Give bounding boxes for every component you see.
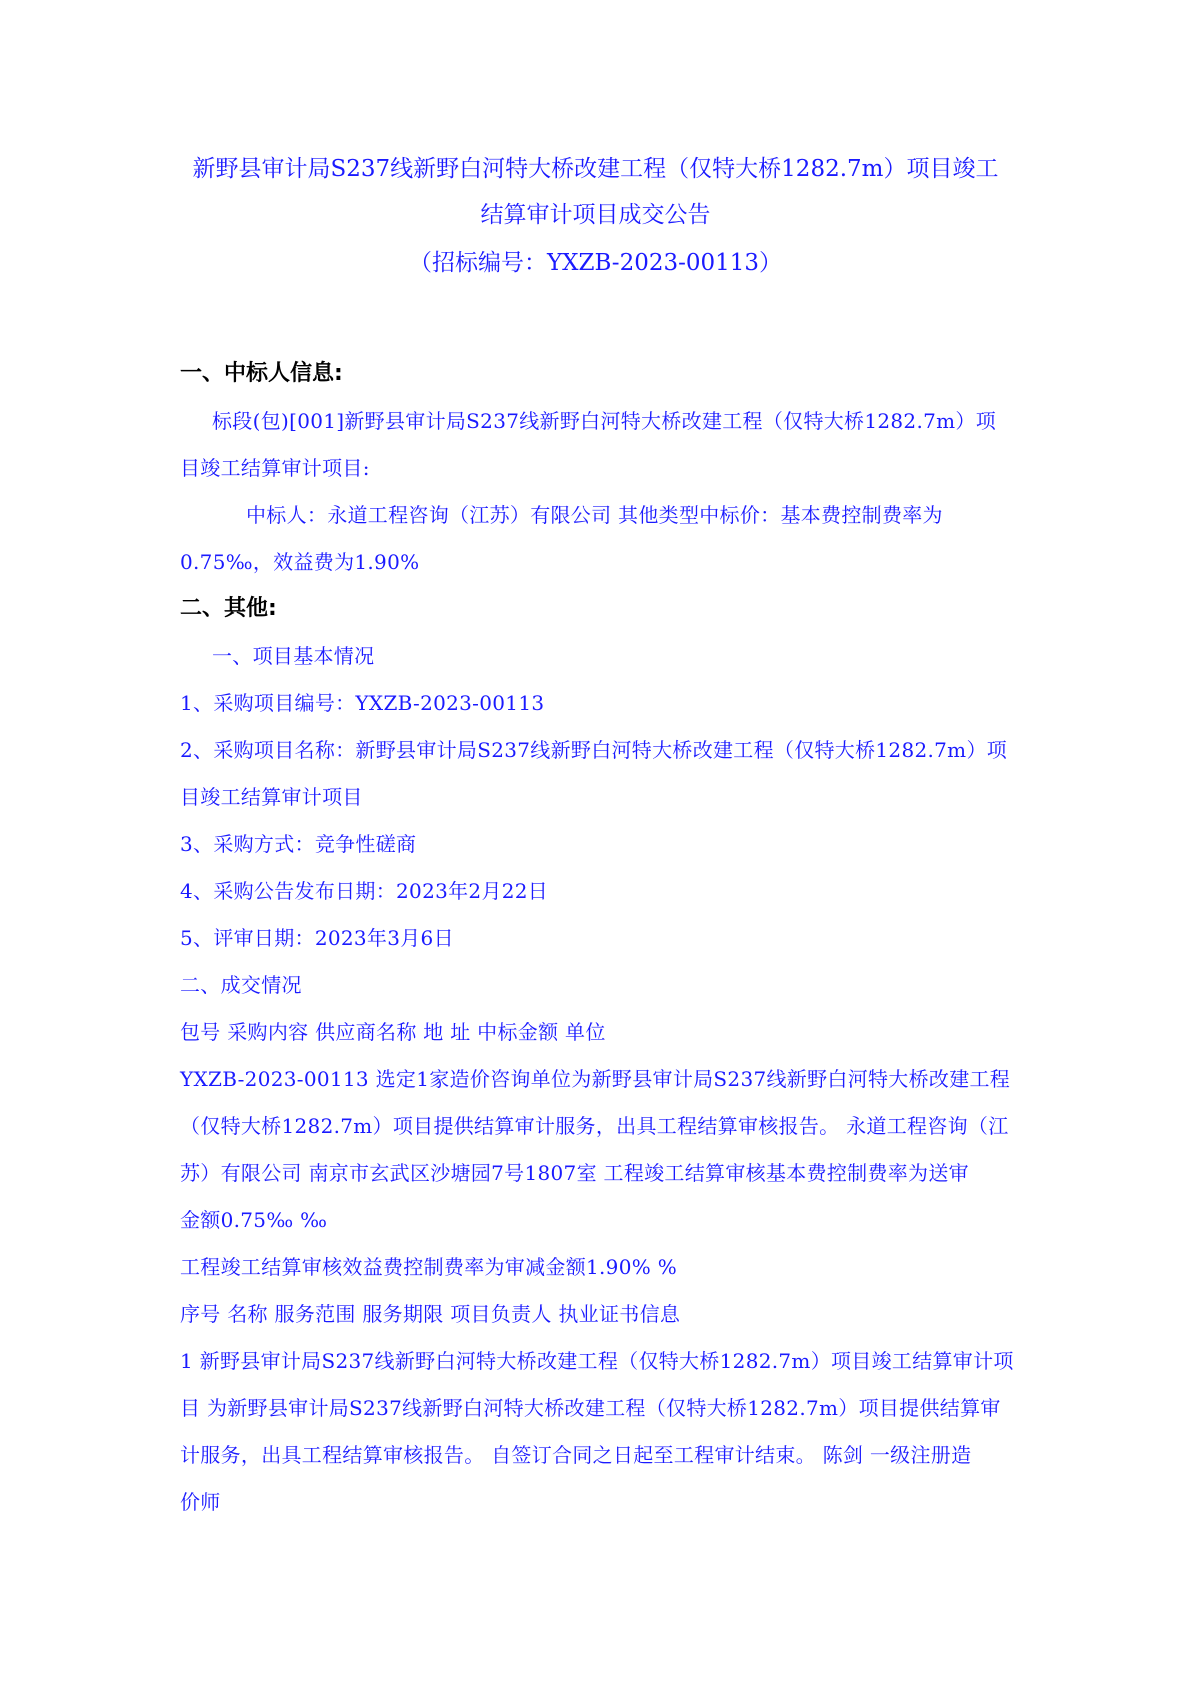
table2-row-line-3: 计服务，出具工程结算审核报告。 自签订合同之日起至工程审计结束。 陈剑 一级注册造 bbox=[180, 1443, 972, 1467]
table1-row-2: 工程竣工结算审核效益费控制费率为审减金额1.90% % bbox=[180, 1255, 677, 1279]
document-title-line-1: 新野县审计局S237线新野白河特大桥改建工程（仅特大桥1282.7m）项目竣工 bbox=[192, 156, 999, 182]
subheading-transaction: 二、成交情况 bbox=[180, 973, 302, 997]
table2-row-line-1: 1 新野县审计局S237线新野白河特大桥改建工程（仅特大桥1282.7m）项目竣工结算审计项 bbox=[180, 1349, 1014, 1373]
item-project-name-line-1: 2、采购项目名称：新野县审计局S237线新野白河特大桥改建工程（仅特大桥1282.7m）项 bbox=[180, 738, 1008, 762]
table2-header: 序号 名称 服务范围 服务期限 项目负责人 执业证书信息 bbox=[180, 1302, 681, 1326]
table1-row-line-4: 金额0.75‰ ‰ bbox=[180, 1208, 328, 1232]
tender-number: （招标编号：YXZB-2023-00113） bbox=[408, 250, 783, 276]
document-title-line-2: 结算审计项目成交公告 bbox=[480, 202, 711, 228]
table2-row-line-4: 价师 bbox=[180, 1490, 221, 1514]
winner-line-2: 0.75‰，效益费为1.90% bbox=[180, 550, 420, 574]
item-review-date: 5、评审日期：2023年3月6日 bbox=[180, 926, 454, 950]
section-heading-winner-info: 一、中标人信息: bbox=[180, 361, 343, 386]
table1-header: 包号 采购内容 供应商名称 地 址 中标金额 单位 bbox=[180, 1020, 606, 1044]
section-heading-other: 二、其他: bbox=[180, 596, 277, 621]
item-project-number: 1、采购项目编号：YXZB-2023-00113 bbox=[180, 691, 545, 715]
table1-row-line-1: YXZB-2023-00113 选定1家造价咨询单位为新野县审计局S237线新野白河特大桥改建工程 bbox=[180, 1067, 1011, 1091]
subheading-project-basics: 一、项目基本情况 bbox=[212, 644, 375, 668]
lot-description-line-1: 标段(包)[001]新野县审计局S237线新野白河特大桥改建工程（仅特大桥1282.7m）项 bbox=[212, 409, 997, 433]
lot-description-line-2: 目竣工结算审计项目: bbox=[180, 456, 370, 480]
item-project-name-line-2: 目竣工结算审计项目 bbox=[180, 785, 363, 809]
table1-row-line-3: 苏）有限公司 南京市玄武区沙塘园7号1807室 工程竣工结算审核基本费控制费率为送审 bbox=[180, 1161, 969, 1185]
table2-row-line-2: 目 为新野县审计局S237线新野白河特大桥改建工程（仅特大桥1282.7m）项目提供结算审 bbox=[180, 1396, 1001, 1420]
table1-row-line-2: （仅特大桥1282.7m）项目提供结算审计服务，出具工程结算审核报告。 永道工程咨询（江 bbox=[180, 1114, 1009, 1138]
item-publish-date: 4、采购公告发布日期：2023年2月22日 bbox=[180, 879, 549, 903]
item-procurement-method: 3、采购方式：竞争性磋商 bbox=[180, 832, 417, 856]
winner-line-1: 中标人：永道工程咨询（江苏）有限公司 其他类型中标价：基本费控制费率为 bbox=[246, 503, 943, 527]
